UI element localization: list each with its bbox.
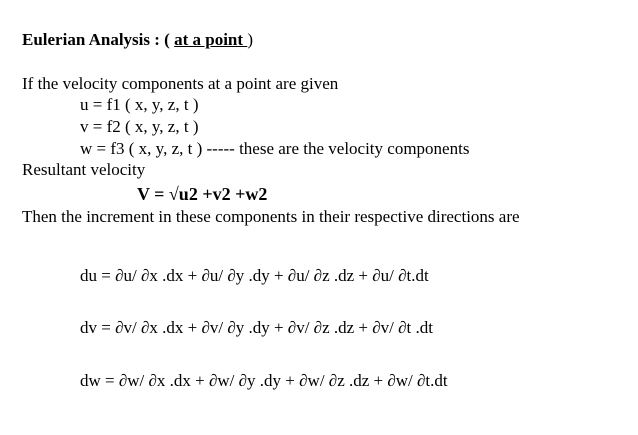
equation-dv: dv = ∂v/ ∂x .dx + ∂v/ ∂y .dy + ∂v/ ∂z .dz + ∂v/ ∂t .dt [80, 318, 433, 337]
heading-bold-text: Eulerian Analysis : ( [22, 30, 175, 49]
resultant-formula: V = √u2 +v2 +w2 [137, 184, 268, 204]
heading-underlined-text: at a point [174, 30, 248, 49]
component-v: v = f2 ( x, y, z, t ) [80, 117, 199, 136]
intro-text: If the velocity components at a point are given [22, 74, 339, 93]
increment-text: Then the increment in these components in their respective directions are [22, 207, 520, 226]
equation-dw: dw = ∂w/ ∂x .dx + ∂w/ ∂y .dy + ∂w/ ∂z .dz + ∂w/ ∂t.dt [80, 371, 448, 390]
resultant-label: Resultant velocity [22, 160, 146, 179]
equation-du: du = ∂u/ ∂x .dx + ∂u/ ∂y .dy + ∂u/ ∂z .dz + ∂u/ ∂t.dt [80, 266, 429, 285]
component-w: w = f3 ( x, y, z, t ) ----- these are the velocity components [80, 139, 470, 158]
component-u: u = f1 ( x, y, z, t ) [80, 95, 199, 114]
heading-close-paren: ) [247, 30, 253, 49]
heading [22, 30, 253, 50]
